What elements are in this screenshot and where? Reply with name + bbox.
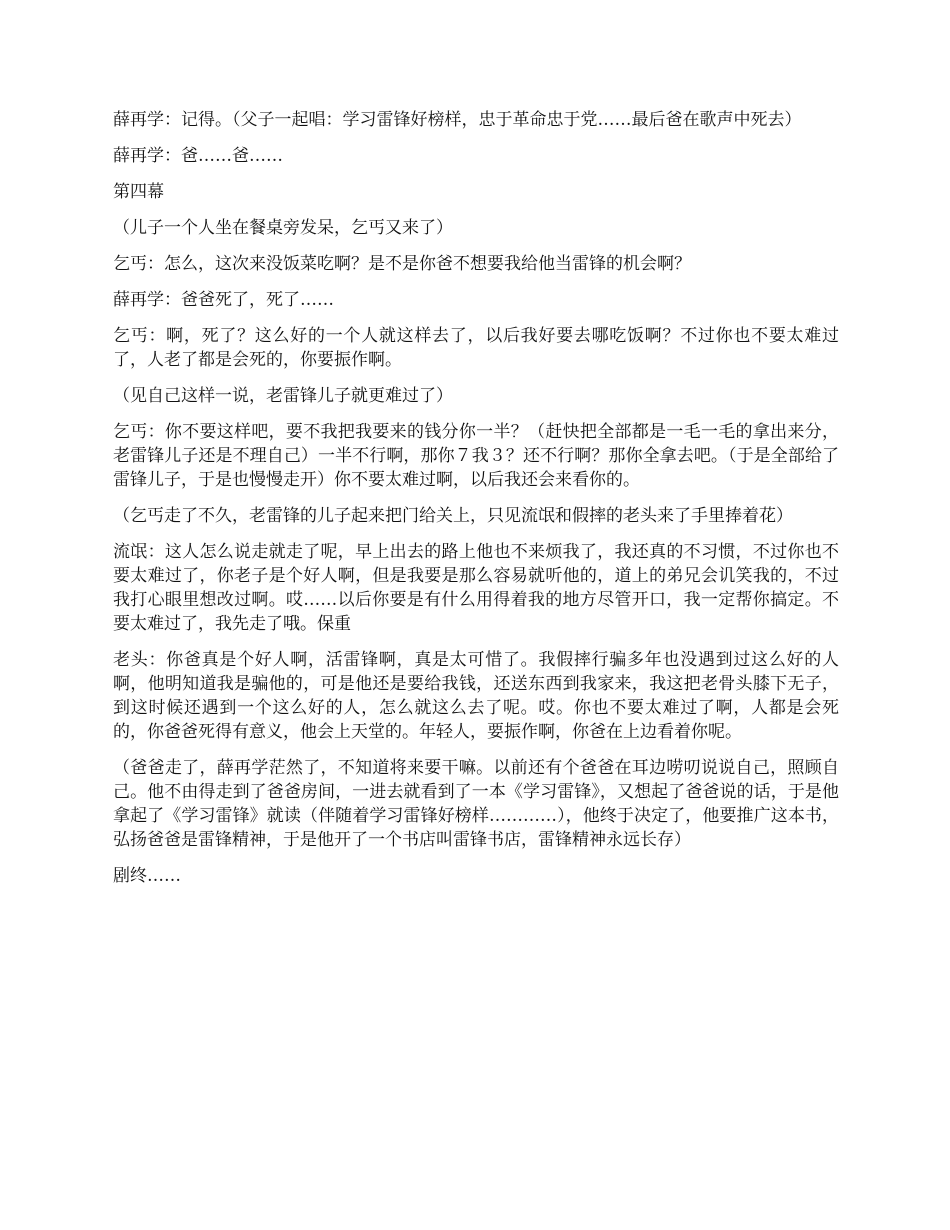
stage-direction: （儿子一个人坐在餐桌旁发呆，乞丐又来了） bbox=[113, 218, 453, 238]
dialogue-paragraph: 老头：你爸真是个好人啊，活雷锋啊，真是太可惜了。我假摔行骗多年也没遇到过这么好的人啊，他明知道我是骗他的，可是他还是要给我钱，还送东西到我家来，我这把老骨头膝下无子，到这时候还遇到一个这么好的人，怎么就这么去了呢。哎。你也不要太难过了啊，人都是会死的，你爸爸死得有意义，他会上天堂的。年轻人，要振作啊，你爸在上边看着你呢。 bbox=[113, 650, 839, 742]
ending-line: 剧终…… bbox=[113, 866, 181, 886]
dialogue-paragraph: 流氓：这人怎么说走就走了呢，早上出去的路上他也不来烦我了，我还真的不习惯，不过你也不要太难过了，你老子是个好人啊，但是我要是那么容易就听他的，道上的弟兄会讥笑我的，不过我打心眼里想改过啊。哎……以后你要是有什么用得着我的地方尽管开口，我一定帮你搞定。不要太难过了，我先走了哦。保重 bbox=[113, 542, 839, 634]
document-body bbox=[113, 108, 839, 900]
dialogue-paragraph: 薛再学：记得。（父子一起唱：学习雷锋好榜样，忠于革命忠于党……最后爸在歌声中死去） bbox=[113, 110, 802, 130]
stage-direction: （爸爸走了，薛再学茫然了，不知道将来要干嘛。以前还有个爸爸在耳边唠叨说说自己，照顾自己。他不由得走到了爸爸房间，一进去就看到了一本《学习雷锋》，又想起了爸爸说的话，于是他拿起了《学习雷锋》就读（伴随着学习雷锋好榜样…………），他终于决定了，他要推广这本书，弘扬爸爸是雷锋精神，于是他开了一个书店叫雷锋书店，雷锋精神永远长存） bbox=[113, 758, 839, 850]
dialogue-paragraph: 薛再学：爸爸死了，死了…… bbox=[113, 290, 334, 310]
dialogue-paragraph: 乞丐：怎么，这次来没饭菜吃啊？是不是你爸不想要我给他当雷锋的机会啊？ bbox=[113, 254, 691, 274]
act-heading: 第四幕 bbox=[113, 182, 164, 202]
dialogue-paragraph: 乞丐：啊，死了？这么好的一个人就这样去了，以后我好要去哪吃饭啊？不过你也不要太难过了，人老了都是会死的，你要振作啊。 bbox=[113, 326, 839, 370]
stage-direction: （乞丐走了不久，老雷锋的儿子起来把门给关上，只见流氓和假摔的老头来了手里捧着花） bbox=[113, 506, 793, 526]
dialogue-paragraph: 乞丐：你不要这样吧，要不我把我要来的钱分你一半？（赶快把全部都是一毛一毛的拿出来分，老雷锋儿子还是不理自己）一半不行啊，那你７我３？还不行啊？那你全拿去吧。（于是全部给了雷锋儿子，于是也慢慢走开）你不要太难过啊，以后我还会来看你的。 bbox=[113, 422, 839, 490]
stage-direction: （见自己这样一说，老雷锋儿子就更难过了） bbox=[113, 386, 453, 406]
dialogue-paragraph: 薛再学：爸……爸…… bbox=[113, 146, 283, 166]
